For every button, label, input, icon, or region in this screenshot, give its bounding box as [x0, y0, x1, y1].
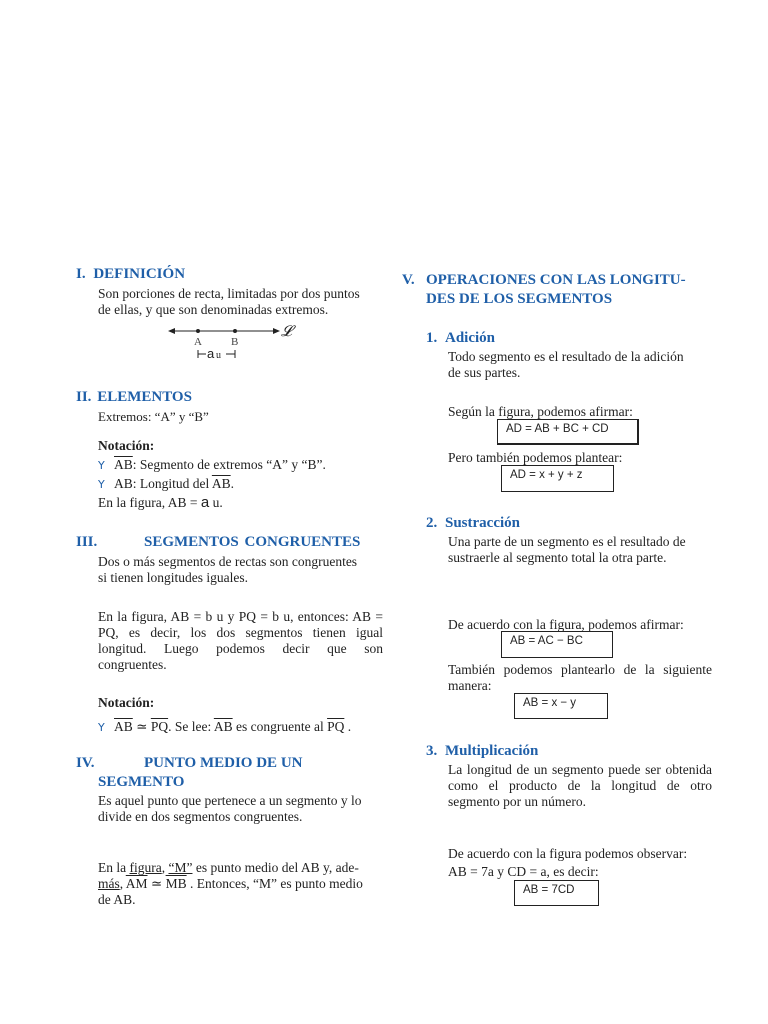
adicion-title: Adición — [445, 330, 496, 346]
item-2-end: . — [230, 476, 235, 491]
para-text: , — [119, 876, 126, 891]
punto-medio-line-1: Es aquel punto que pertenece a un segmento y lo — [98, 793, 362, 808]
congruentes-line-2: si tienen longitudes iguales. — [98, 570, 248, 585]
para-text: . Entonces, “M” es punto medio — [186, 876, 363, 891]
sustraccion-number: 2. — [426, 515, 438, 531]
para-underlined: “M” — [168, 860, 193, 875]
para-text: , — [161, 860, 169, 875]
punto-medio-para-line-3: de AB. — [98, 892, 136, 907]
adicion-number: 1. — [426, 330, 438, 346]
definicion-line-1: Son porciones de recta, limitadas por dos puntos — [98, 286, 360, 301]
congruentes-paragraph: En la figura, AB = b u y PQ = b u, entonces: AB = PQ, es decir, los dos segmentos tienen igual longitud. Luego podemos decir que son congruentes. — [98, 609, 383, 672]
figure-arrow-left — [168, 328, 175, 334]
segment-ab-notation: $\overline{AB}$ — [114, 457, 133, 472]
figura-text: En la figura, AB = — [98, 495, 201, 510]
formula-box-adicion-2: AD = x + y + z — [501, 465, 614, 492]
punto-medio-para-line-1 — [98, 860, 359, 876]
para-text: es punto medio del AB y, ade- — [192, 860, 359, 875]
segment-pq-notation: $\overline{PQ}$ — [150, 719, 169, 734]
figure-point-b — [233, 329, 237, 333]
segment-mb-notation: $\overline{MB}$ — [165, 876, 187, 891]
congruence-symbol: ≃ — [132, 719, 151, 734]
punto-medio-line-2: divide en dos segmentos congruentes. — [98, 809, 303, 824]
figure-label-a: A — [194, 336, 202, 348]
figure-arrow-right — [273, 328, 280, 334]
adicion-line-2: de sus partes. — [448, 365, 521, 380]
punto-medio-para-line-2 — [98, 876, 363, 892]
figure-unit: u — [216, 350, 221, 361]
para-underlined: figura — [129, 860, 162, 875]
formula-box-sustraccion-1: AB = AC − BC — [501, 631, 613, 658]
notacion-text: es congruente al — [232, 719, 328, 734]
item-1-text: : Segmento de extremos “A” y “B”. — [132, 457, 326, 472]
section-5-title-line-2: DES DE LOS SEGMENTOS — [426, 291, 613, 307]
congruence-symbol: ≃ — [147, 876, 166, 891]
sustraccion-line-2: sustraerle al segmento total la otra parte. — [448, 550, 667, 565]
multiplicacion-p1: De acuerdo con la figura podemos observar: — [448, 846, 688, 861]
congruentes-notacion — [98, 719, 351, 736]
sustraccion-p1: De acuerdo con la figura, podemos afirmar: — [448, 617, 684, 632]
adicion-heading — [426, 329, 495, 347]
figure-line-label: 𝓛 — [281, 322, 292, 340]
multiplicacion-title: Multiplicación — [445, 743, 539, 759]
section-5-title-line-1: OPERACIONES CON LAS LONGITU- — [426, 272, 686, 288]
bullet-icon: Y — [98, 478, 105, 491]
segment-figure — [160, 322, 300, 364]
elementos-item-2 — [98, 476, 234, 493]
sustraccion-title: Sustracción — [445, 515, 520, 531]
section-3-number: III. — [76, 534, 98, 550]
segment-pq-notation: $\overline{PQ}$ — [327, 719, 345, 734]
multiplicacion-body: La longitud de un segmento puede ser obtenida como el producto de la longitud de otro segmento por un número. — [448, 762, 712, 809]
elementos-figura — [98, 495, 223, 511]
sustraccion-p2: También podemos plantearlo de la siguiente manera: — [448, 662, 712, 693]
sustraccion-line-1: Una parte de un segmento es el resultado de — [448, 534, 686, 549]
formula-box-multiplicacion: AB = 7CD — [514, 880, 599, 906]
section-1-title: DEFINICIÓN — [93, 266, 186, 282]
formula-box-adicion-1: AD = AB + BC + CD — [497, 419, 639, 445]
figura-measure: a — [200, 494, 210, 511]
congruentes-notacion-label: Notación: — [98, 695, 155, 710]
adicion-p2: Pero también podemos plantear: — [448, 450, 623, 465]
figure-label-b: B — [231, 336, 239, 348]
adicion-p1: Según la figura, podemos afirmar: — [448, 404, 633, 419]
figure-point-a — [196, 329, 200, 333]
segment-ab-notation: $\overline{AB}$ — [213, 719, 233, 734]
figure-measure: a — [207, 346, 215, 361]
elementos-notacion-label: Notación: — [98, 438, 155, 453]
segment-am-notation: $\overline{AM}$ — [125, 876, 148, 891]
elementos-item-1 — [98, 457, 326, 474]
section-1-heading — [76, 265, 185, 283]
para-underlined: más — [98, 876, 120, 891]
bullet-icon: Y — [98, 721, 105, 734]
multiplicacion-number: 3. — [426, 743, 438, 759]
multiplicacion-heading — [426, 742, 538, 760]
multiplicacion-p2: AB = 7a y CD = a, es decir: — [448, 864, 599, 879]
bullet-icon: Y — [98, 459, 105, 472]
figura-unit: u. — [209, 495, 223, 510]
section-4-title-line-2: SEGMENTO — [98, 774, 185, 790]
notacion-text: . Se lee: — [168, 719, 214, 734]
sustraccion-heading — [426, 514, 520, 532]
section-2-number: II. — [76, 389, 92, 405]
congruentes-line-1: Dos o más segmentos de rectas son congruentes — [98, 554, 358, 569]
section-4-number: IV. — [76, 755, 95, 771]
section-3-title: SEGMENTOS CONGRUENTES — [144, 534, 361, 550]
section-2-title: ELEMENTOS — [97, 389, 192, 405]
para-text: En la — [98, 860, 130, 875]
section-4-title-line-1: PUNTO MEDIO DE UN — [144, 755, 303, 771]
adicion-line-1: Todo segmento es el resultado de la adición — [448, 349, 684, 364]
definicion-line-2: de ellas, y que son denominadas extremos. — [98, 302, 329, 317]
elementos-extremos: Extremos: “A” y “B” — [98, 409, 209, 424]
section-2-heading — [76, 388, 192, 406]
item-2-text: AB: Longitud del — [114, 476, 212, 491]
formula-box-sustraccion-2: AB = x − y — [514, 693, 608, 719]
segment-ab-notation: $\overline{AB}$ — [114, 719, 133, 734]
section-1-number: I. — [76, 266, 86, 282]
section-5-number: V. — [402, 272, 415, 288]
notacion-end: . — [344, 719, 352, 734]
segment-ab-notation: $\overline{AB}$ — [211, 476, 231, 491]
